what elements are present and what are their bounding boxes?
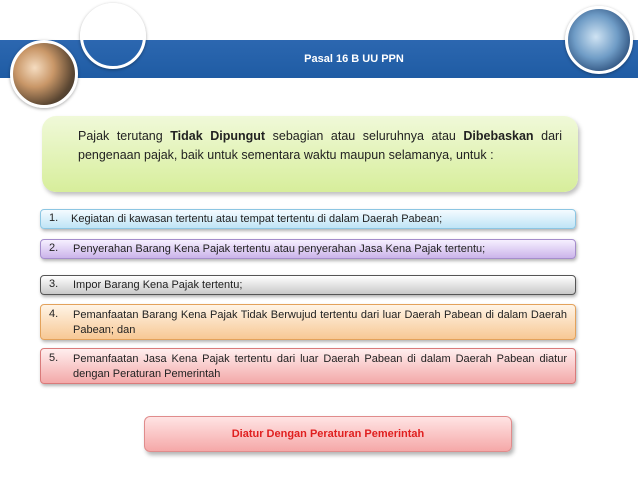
intro-text-part1: Pajak terutang [78, 129, 171, 143]
list-item-number: 5. [49, 352, 59, 364]
intro-text-bold1: Tidak Dipungut [170, 129, 266, 143]
slide-title: Pasal 16 B UU PPN [304, 53, 404, 65]
list-item-text: Pemanfaatan Barang Kena Pajak Tidak Berwujud tertentu dari luar Daerah Pabean di dalam Daerah Pabean; dan [73, 309, 567, 336]
business-people-photo [10, 40, 78, 108]
intro-text-bold2: Dibebaskan [463, 129, 534, 143]
intro-text-part3: dari pengenaan pajak, baik untuk sementara waktu maupun selamanya, untuk : [78, 129, 562, 162]
list-item-number: 2. [49, 242, 59, 254]
footer-note: Diatur Dengan Peraturan Pemerintah [144, 416, 512, 452]
list-item-text: Penyerahan Barang Kena Pajak tertentu atau penyerahan Jasa Kena Pajak tertentu; [73, 243, 486, 255]
list-item [40, 239, 576, 259]
list-item [40, 304, 576, 340]
office-worker-photo [565, 6, 633, 74]
intro-text-part2: sebagian atau seluruhnya atau [265, 129, 464, 143]
list-item [40, 275, 576, 295]
list-item [40, 209, 576, 229]
intro-text [78, 127, 562, 165]
list-item-text: Impor Barang Kena Pajak tertentu; [73, 279, 243, 291]
businessman-photo [80, 3, 146, 69]
list-item [40, 348, 576, 384]
list-item-text: Pemanfaatan Jasa Kena Pajak tertentu dari luar Daerah Pabean di dalam Daerah Pabean diatur dengan Peraturan Pemerintah [73, 353, 567, 380]
list-item-number: 3. [49, 278, 59, 290]
list-item-number: 4. [49, 308, 59, 320]
list-item-text: Kegiatan di kawasan tertentu atau tempat tertentu di dalam Daerah Pabean; [71, 213, 443, 225]
list-item-number: 1. [49, 212, 59, 224]
